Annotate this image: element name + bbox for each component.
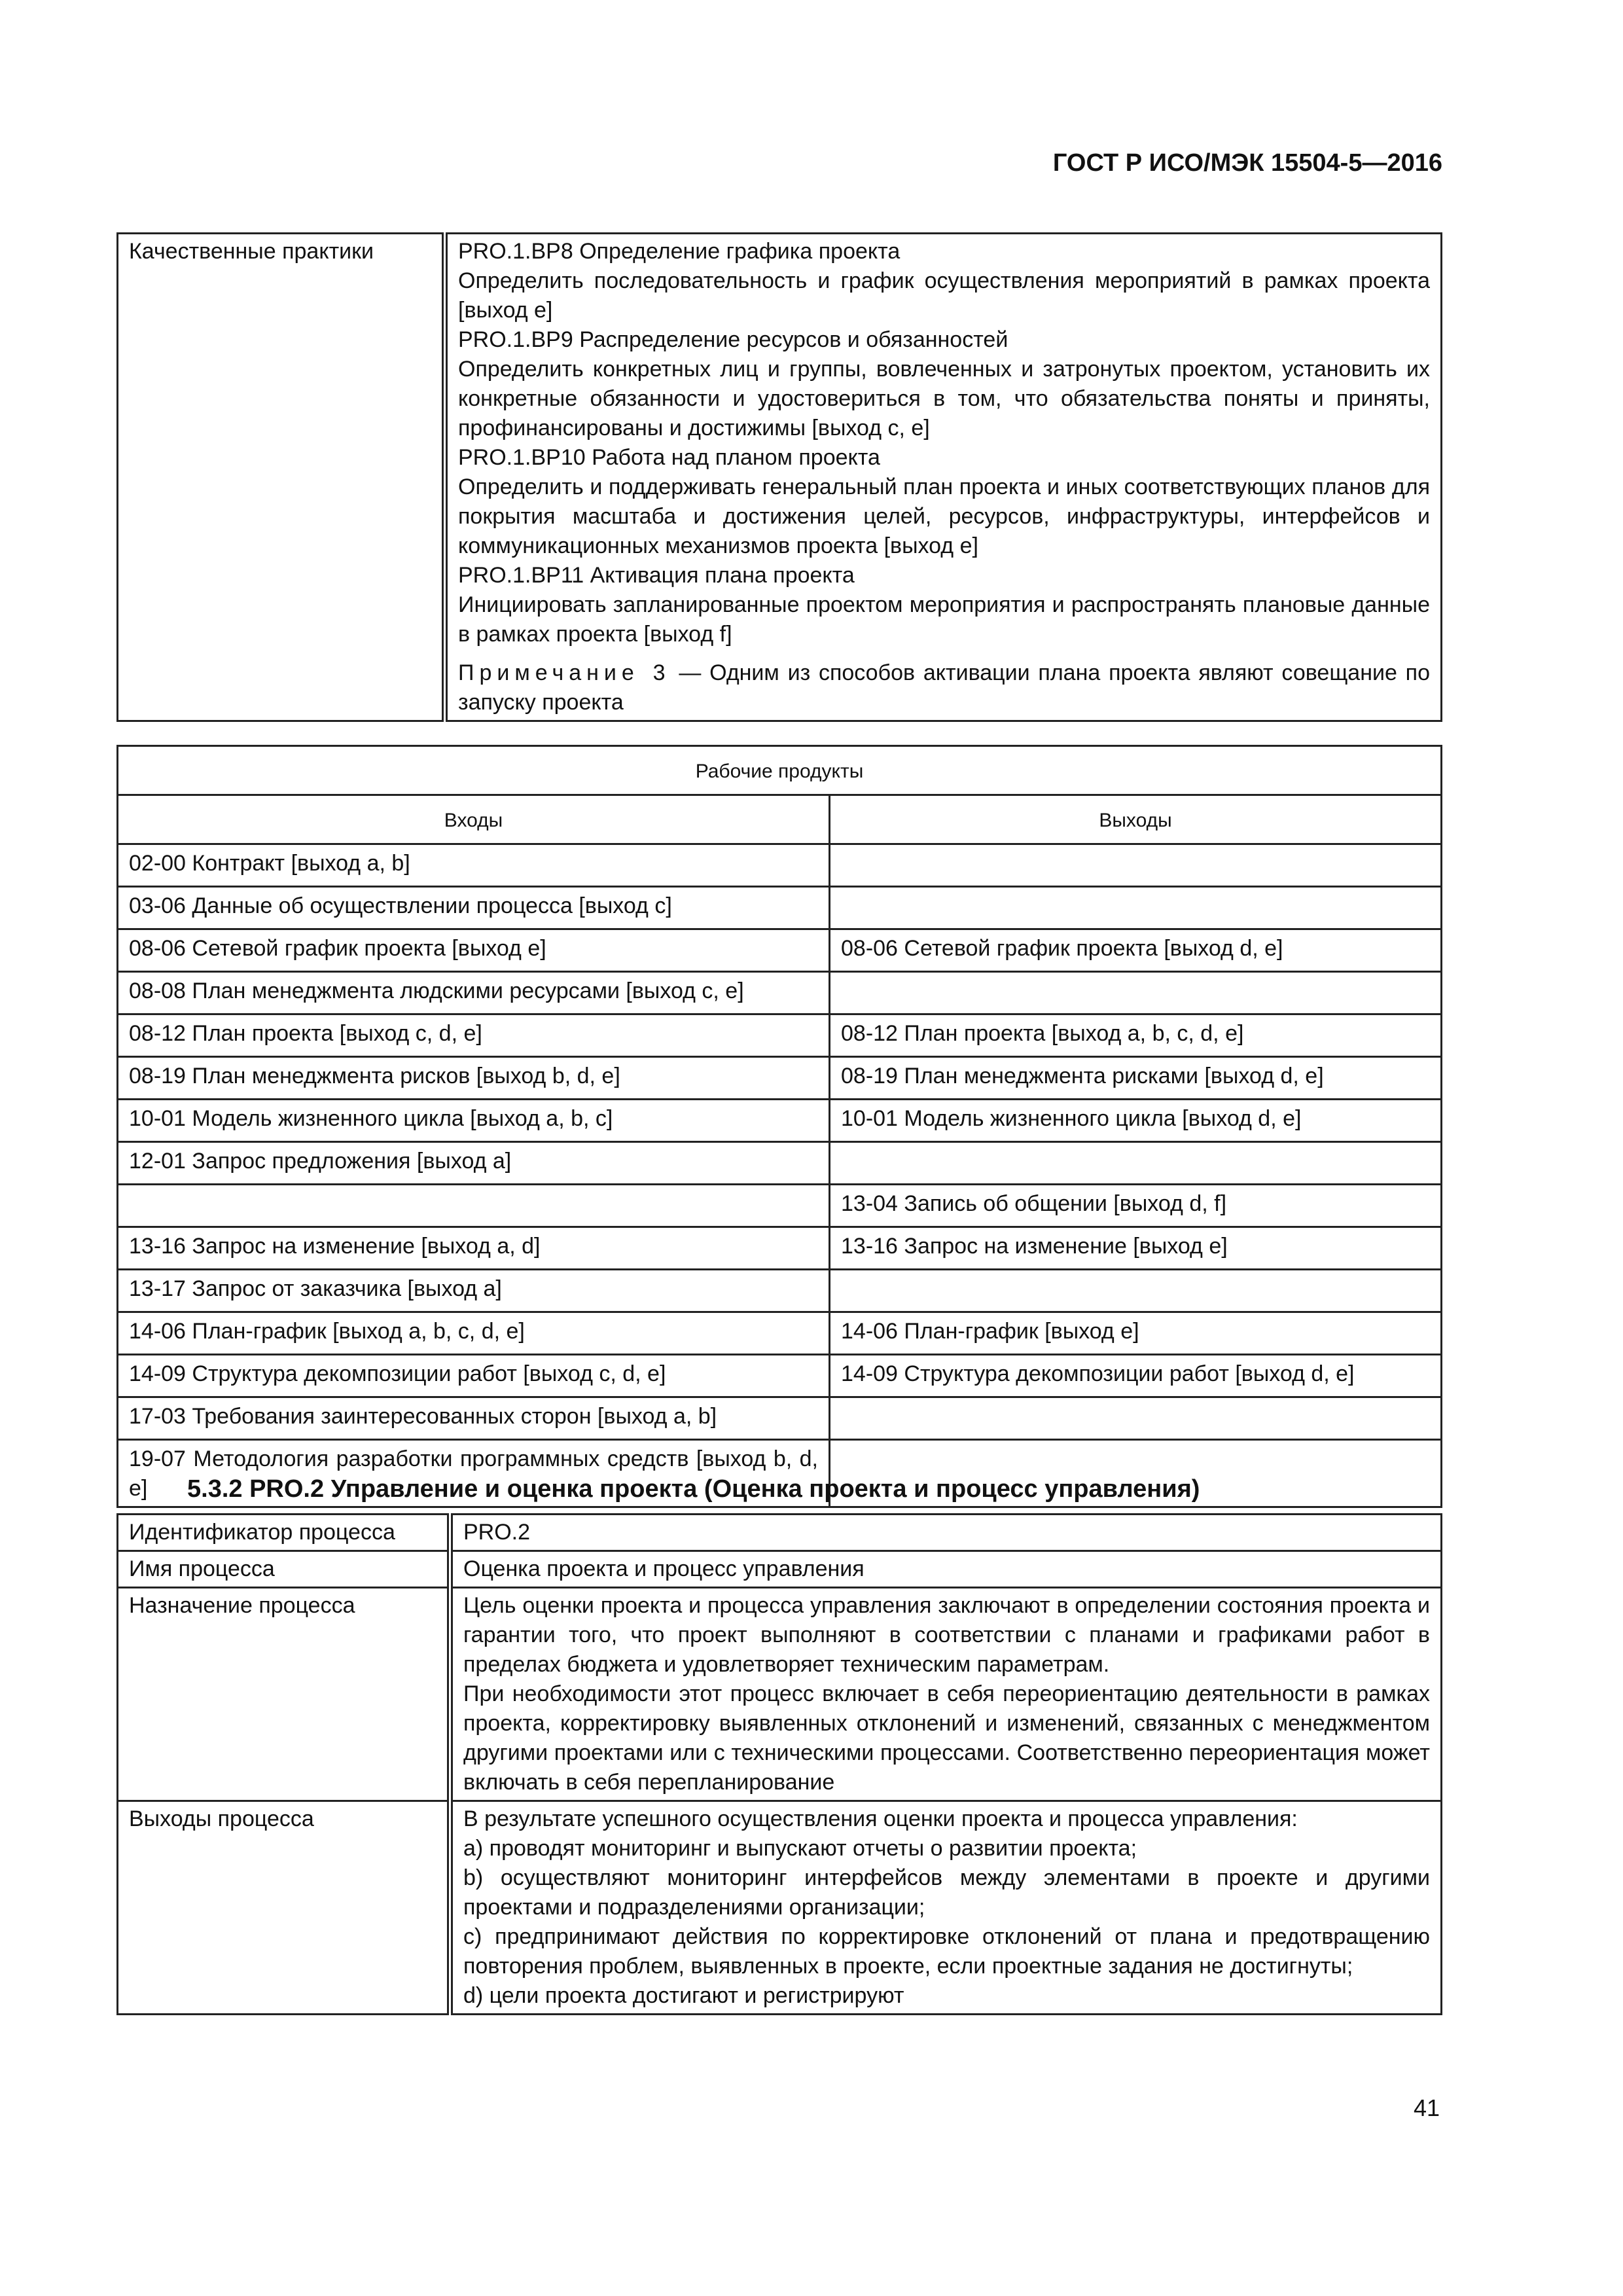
- output-item-a: a) проводят мониторинг и выпускают отчеты о развитии проекта;: [463, 1836, 1137, 1861]
- table-row: [118, 1100, 1442, 1142]
- table-row: [118, 1270, 1442, 1312]
- practices-content: [445, 234, 1442, 721]
- purpose-paragraph-2: При необходимости этот процесс включает в себя переориентацию деятельности в рамках проекта, корректировку выявленных отклонений и изменений, связанных с менеджментом другими проектами или с техническими процессами. Соответственно переориентация может включать в себя перепланирование: [463, 1681, 1430, 1795]
- note-label: Примечание 3: [458, 660, 671, 685]
- process-name-label: Имя процесса: [118, 1551, 450, 1588]
- work-product-input: [118, 1185, 830, 1227]
- practice-bp10-text: Определить и поддерживать генеральный план проекта и иных соответствующих планов для покрытия масштаба и достижения целей, ресурсов, инфраструктуры, интерфейсов и коммуникационных механизмов проекта [выход e]: [458, 475, 1430, 558]
- work-product-output: 08-19 План менеджмента рисками [выход d, e]: [830, 1057, 1442, 1100]
- work-product-input: 08-08 План менеджмента людскими ресурсами [выход c, e]: [118, 972, 830, 1014]
- practice-bp10-title: PRO.1.BP10 Работа над планом проекта: [458, 445, 880, 470]
- work-product-input: 14-06 План-график [выход a, b, c, d, e]: [118, 1312, 830, 1355]
- work-product-output: 14-09 Структура декомпозиции работ [выход d, e]: [830, 1355, 1442, 1397]
- process-name-value: Оценка проекта и процесс управления: [450, 1551, 1442, 1588]
- outputs-intro: В результате успешного осуществления оценки проекта и процесса управления:: [463, 1806, 1298, 1831]
- practice-bp11-text: Инициировать запланированные проектом мероприятия и распространять плановые данные в рамках проекта [выход f]: [458, 592, 1430, 647]
- work-products-title: Рабочие продукты: [118, 746, 1442, 795]
- work-product-input: 08-06 Сетевой график проекта [выход e]: [118, 929, 830, 972]
- table-row: [118, 1142, 1442, 1185]
- inputs-header: Входы: [118, 795, 830, 844]
- practices-table: [116, 232, 1442, 722]
- process-purpose: [450, 1588, 1442, 1801]
- practice-bp11-title: PRO.1.BP11 Активация плана проекта: [458, 563, 855, 588]
- table-row: [118, 972, 1442, 1014]
- work-product-output: 08-12 План проекта [выход a, b, c, d, e]: [830, 1014, 1442, 1057]
- work-product-input: 12-01 Запрос предложения [выход a]: [118, 1142, 830, 1185]
- work-product-output: [830, 1270, 1442, 1312]
- work-product-input: 13-17 Запрос от заказчика [выход a]: [118, 1270, 830, 1312]
- practice-bp9-title: PRO.1.BP9 Распределение ресурсов и обязанностей: [458, 327, 1008, 352]
- process-outputs-label: Выходы процесса: [118, 1801, 450, 2015]
- table-row: [118, 1014, 1442, 1057]
- output-item-d: d) цели проекта достигают и регистрируют: [463, 1983, 904, 2008]
- work-product-input: 13-16 Запрос на изменение [выход a, d]: [118, 1227, 830, 1270]
- work-product-output: 13-16 Запрос на изменение [выход e]: [830, 1227, 1442, 1270]
- table-row: [118, 887, 1442, 929]
- process-outputs: [450, 1801, 1442, 2015]
- work-product-output: 08-06 Сетевой график проекта [выход d, e]: [830, 929, 1442, 972]
- work-product-output: [830, 1397, 1442, 1440]
- table-row: [118, 1355, 1442, 1397]
- work-product-input: 17-03 Требования заинтересованных сторон [выход a, b]: [118, 1397, 830, 1440]
- work-product-output: 13-04 Запись об общении [выход d, f]: [830, 1185, 1442, 1227]
- process-id-label: Идентификатор процесса: [118, 1515, 450, 1551]
- practice-bp8-title: PRO.1.BP8 Определение графика проекта: [458, 239, 901, 264]
- process-id-value: PRO.2: [450, 1515, 1442, 1551]
- process-table: [116, 1513, 1442, 2015]
- work-product-input: 10-01 Модель жизненного цикла [выход a, b, c]: [118, 1100, 830, 1142]
- work-product-output: [830, 972, 1442, 1014]
- work-product-output: [830, 887, 1442, 929]
- work-product-input: 03-06 Данные об осуществлении процесса [выход c]: [118, 887, 830, 929]
- work-product-output: 14-06 План-график [выход e]: [830, 1312, 1442, 1355]
- work-product-input: 02-00 Контракт [выход a, b]: [118, 844, 830, 887]
- note-text: — Одним из способов активации плана проекта являют совещание по запуску проекта: [458, 660, 1430, 715]
- work-product-input: 14-09 Структура декомпозиции работ [выход c, d, e]: [118, 1355, 830, 1397]
- work-product-input: 08-19 План менеджмента рисков [выход b, d, e]: [118, 1057, 830, 1100]
- work-product-input: 19-07 Методология разработки программных средств [выход b, d, e]: [118, 1440, 830, 1507]
- table-row: [118, 1057, 1442, 1100]
- output-item-c: c) предпринимают действия по корректировке отклонений от плана и предотвращению повторения проблем, выявленных в проекте, если проектные задания не достигнуты;: [463, 1924, 1430, 1979]
- practice-bp9-text: Определить конкретных лиц и группы, вовлеченных и затронутых проектом, установить их конкретные обязанности и удостовериться в том, что обязательства поняты и приняты, профинансированы и достижимы [выход c, e]: [458, 357, 1430, 440]
- page-number: 41: [1413, 2094, 1440, 2121]
- work-product-input: 08-12 План проекта [выход c, d, e]: [118, 1014, 830, 1057]
- table-row: [118, 1227, 1442, 1270]
- table-row: [118, 844, 1442, 887]
- table-row: [118, 929, 1442, 972]
- practice-note: [458, 658, 1430, 717]
- work-products-table: [116, 745, 1442, 1508]
- table-row: [118, 1397, 1442, 1440]
- process-purpose-label: Назначение процесса: [118, 1588, 450, 1801]
- table-row: [118, 1185, 1442, 1227]
- practice-bp8-text: Определить последовательность и график осуществления мероприятий в рамках проекта [выход e]: [458, 268, 1430, 323]
- purpose-paragraph-1: Цель оценки проекта и процесса управления заключают в определении состояния проекта и гарантии того, что проект выполняют в соответствии с планами и графиками работ в пределах бюджета и удовлетворяет техническим параметрам.: [463, 1593, 1430, 1677]
- table-row: [118, 1312, 1442, 1355]
- outputs-header: Выходы: [830, 795, 1442, 844]
- document-header: ГОСТ Р ИСО/МЭК 15504-5—2016: [1052, 149, 1442, 177]
- work-product-output: 10-01 Модель жизненного цикла [выход d, e]: [830, 1100, 1442, 1142]
- work-product-output: [830, 1142, 1442, 1185]
- work-product-output: [830, 844, 1442, 887]
- section-title: 5.3.2 PRO.2 Управление и оценка проекта (Оценка проекта и процесс управления): [187, 1475, 1200, 1503]
- output-item-b: b) осуществляют мониторинг интерфейсов между элементами в проекте и другими проектами и подразделениями организации;: [463, 1865, 1430, 1920]
- practices-label: Качественные практики: [118, 234, 445, 721]
